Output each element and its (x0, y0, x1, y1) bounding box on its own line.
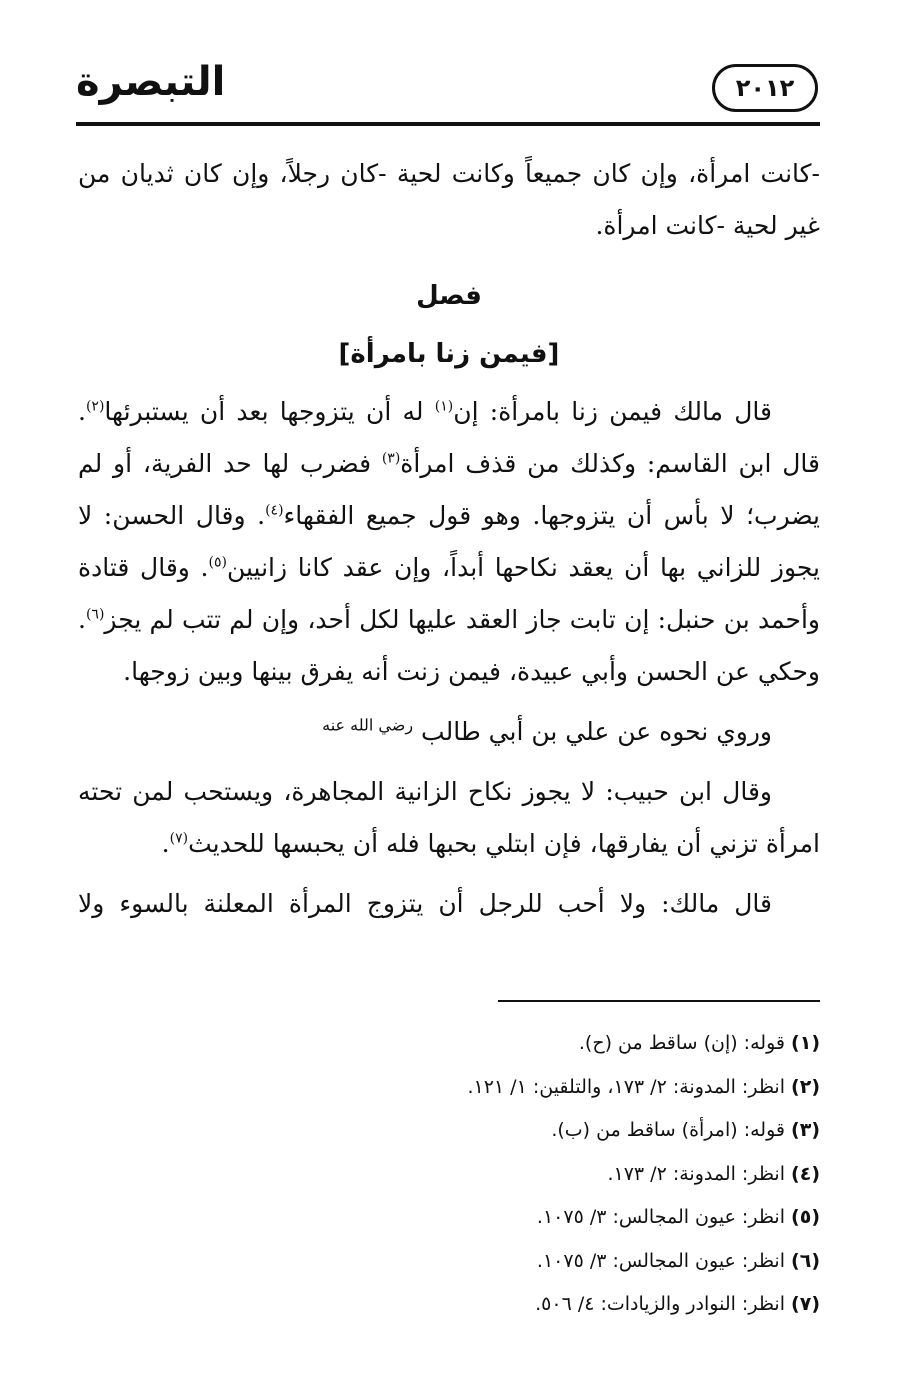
footnote-text: انظر: المدونة: ٢/ ١٧٣، والتلقين: ١/ ١٢١. (467, 1075, 792, 1098)
paragraph-1 (78, 386, 820, 698)
header-rule (76, 122, 820, 126)
section-subheading: [فيمن زنا بامرأة] (338, 339, 560, 369)
footnote-ref: (٧) (169, 830, 189, 847)
book-title: التبصرة (76, 59, 226, 105)
section-heading: فصل (416, 281, 482, 311)
page-number: ٢٠١٢ (735, 74, 795, 102)
text-span: . وقال الحسن: لا يجوز للزاني بها أن يعقد نكاحها أبداً، وإن عقد كانا زانيين (78, 501, 820, 582)
page-header (76, 52, 820, 126)
intro-block (78, 148, 820, 252)
footnote-number: (٤) (791, 1162, 820, 1185)
footnote-ref: (٥) (208, 554, 227, 571)
footnote-number: (٦) (791, 1249, 820, 1272)
footnote-number: (٣) (791, 1119, 820, 1141)
honorific-glyph: رضي الله عنه (322, 715, 414, 735)
footnotes (300, 1022, 820, 1327)
paragraph-4: قال مالك: ولا أحب للرجل أن يتزوج المرأة المعلنة بالسوء ولا (78, 889, 772, 918)
text-span: . وحكي عن الحسن وأبي عبيدة، فيمن زنت أنه يفرق بينها وبين زوجها. (78, 605, 820, 686)
text-span: قال مالك فيمن زنا بامرأة: إن (453, 397, 772, 426)
footnote-1 (300, 1022, 820, 1066)
footnote-4 (300, 1153, 820, 1197)
footnote-number: (٢) (791, 1075, 820, 1098)
text-span: . وقال قتادة وأحمد بن حنبل: إن تابت جاز العقد عليها لكل أحد، وإن لم تتب لم يجز (78, 553, 820, 634)
footnote-number: (٥) (791, 1206, 820, 1228)
text-span: فضرب لها حد الفرية، أو لم يضرب؛ لا بأس أن يتزوجها. وهو قول جميع الفقهاء (78, 449, 821, 530)
paragraph-3 (78, 766, 820, 870)
footnote-ref: (٢) (85, 398, 105, 415)
footnote-7 (300, 1283, 820, 1327)
footnote-rule (498, 1000, 820, 1002)
paragraph-2 (78, 706, 820, 758)
footnote-text: انظر: عيون المجالس: ٣/ ١٠٧٥. (536, 1206, 792, 1228)
intro-paragraph: -كانت امرأة، وإن كان جميعاً وكانت لحية -كان رجلاً، وإن كان ثديان من غير لحية -كانت امرأة. (78, 159, 820, 240)
footnote-text: انظر: النوادر والزيادات: ٤/ ٥٠٦. (535, 1293, 792, 1315)
text-span: . (161, 829, 170, 858)
footnote-text: قوله: (إن) ساقط من (ح). (578, 1032, 792, 1054)
footnote-text: انظر: عيون المجالس: ٣/ ١٠٧٥. (536, 1249, 792, 1272)
footnote-ref: (٤) (265, 502, 284, 519)
footnote-text: انظر: المدونة: ٢/ ١٧٣. (607, 1162, 792, 1185)
page-number-frame (712, 64, 818, 112)
main-text (78, 386, 820, 930)
text-span: . قال ابن القاسم: وكذلك من قذف امرأة (78, 397, 820, 478)
footnote-3 (300, 1109, 820, 1153)
text-span: وقال ابن حبيب: لا يجوز نكاح الزانية المجاهرة، ويستحب لمن تحته امرأة تزني أن يفارقها، فإن ابتلي بحبها فله أن يحبسها للحديث (78, 777, 820, 858)
footnote-text: قوله: (امرأة) ساقط من (ب). (551, 1119, 792, 1141)
footnote-number: (١) (791, 1032, 820, 1054)
footnote-number: (٧) (791, 1293, 820, 1315)
text-span: وروي نحوه عن علي بن أبي طالب (421, 717, 772, 746)
footnote-2 (300, 1066, 820, 1110)
footnote-ref: (٦) (85, 606, 105, 623)
text-span: له أن يتزوجها بعد أن يستبرئها (104, 397, 435, 426)
footnote-5 (300, 1196, 820, 1240)
footnote-6 (300, 1240, 820, 1284)
footnote-ref: (١) (434, 398, 454, 415)
footnote-ref: (٣) (381, 450, 401, 467)
